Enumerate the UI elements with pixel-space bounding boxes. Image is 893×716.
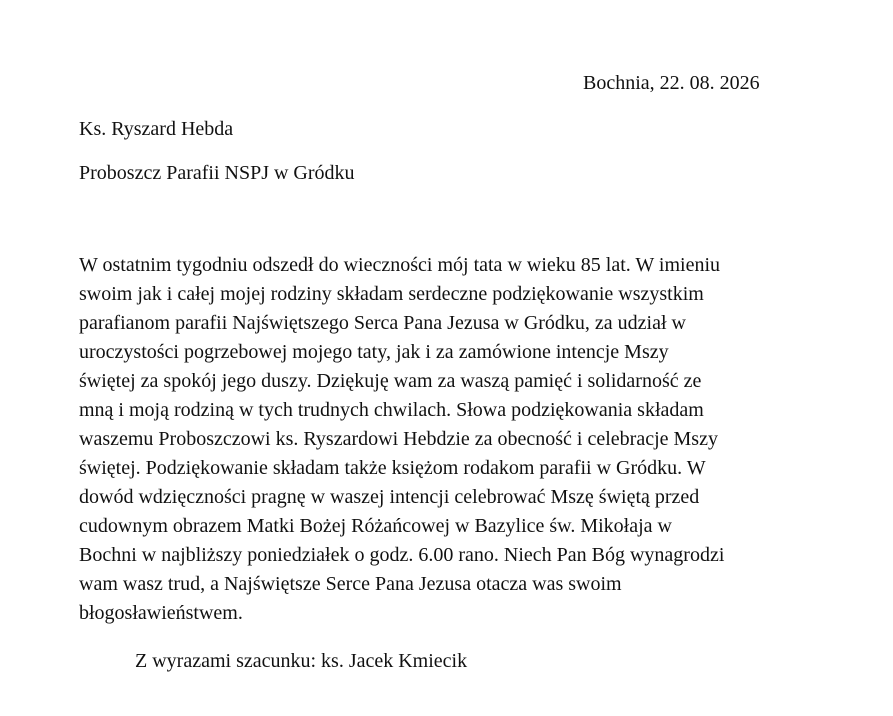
body-line: Bochni w najbliższy poniedziałek o godz. 6.00 rano. Niech Pan Bóg wynagrodzi: [79, 544, 725, 566]
recipient-title: Proboszcz Parafii NSPJ w Gródku: [79, 162, 355, 184]
body-line: mną i moją rodziną w tych trudnych chwilach. Słowa podziękowania składam: [79, 399, 704, 421]
body-line: cudownym obrazem Matki Bożej Różańcowej w Bazylice św. Mikołaja w: [79, 515, 672, 537]
body-line: dowód wdzięczności pragnę w waszej intencji celebrować Mszę świętą przed: [79, 486, 700, 508]
body-line: W ostatnim tygodniu odszedł do wieczności mój tata w wieku 85 lat. W imieniu: [79, 254, 721, 276]
recipient-name: Ks. Ryszard Hebda: [79, 118, 234, 140]
body-line: parafianom parafii Najświętszego Serca Pana Jezusa w Gródku, za udział w: [79, 312, 686, 334]
body-line: uroczystości pogrzebowej mojego taty, jak i za zamówione intencje Mszy: [79, 341, 669, 363]
letter-body: [79, 251, 809, 628]
letter-closing: Z wyrazami szacunku: ks. Jacek Kmiecik: [135, 650, 468, 672]
body-line: waszemu Proboszczowi ks. Ryszardowi Hebdzie za obecność i celebracje Mszy: [79, 428, 718, 450]
body-line: świętej za spokój jego duszy. Dziękuję wam za waszą pamięć i solidarność ze: [79, 370, 702, 392]
body-line: swoim jak i całej mojej rodziny składam serdeczne podziękowanie wszystkim: [79, 283, 704, 305]
body-line: świętej. Podziękowanie składam także księżom rodakom parafii w Gródku. W: [79, 457, 706, 479]
body-line: błogosławieństwem.: [79, 602, 243, 624]
letter-date: Bochnia, 22. 08. 2026: [583, 72, 760, 94]
body-line: wam wasz trud, a Najświętsze Serce Pana Jezusa otacza was swoim: [79, 573, 622, 595]
